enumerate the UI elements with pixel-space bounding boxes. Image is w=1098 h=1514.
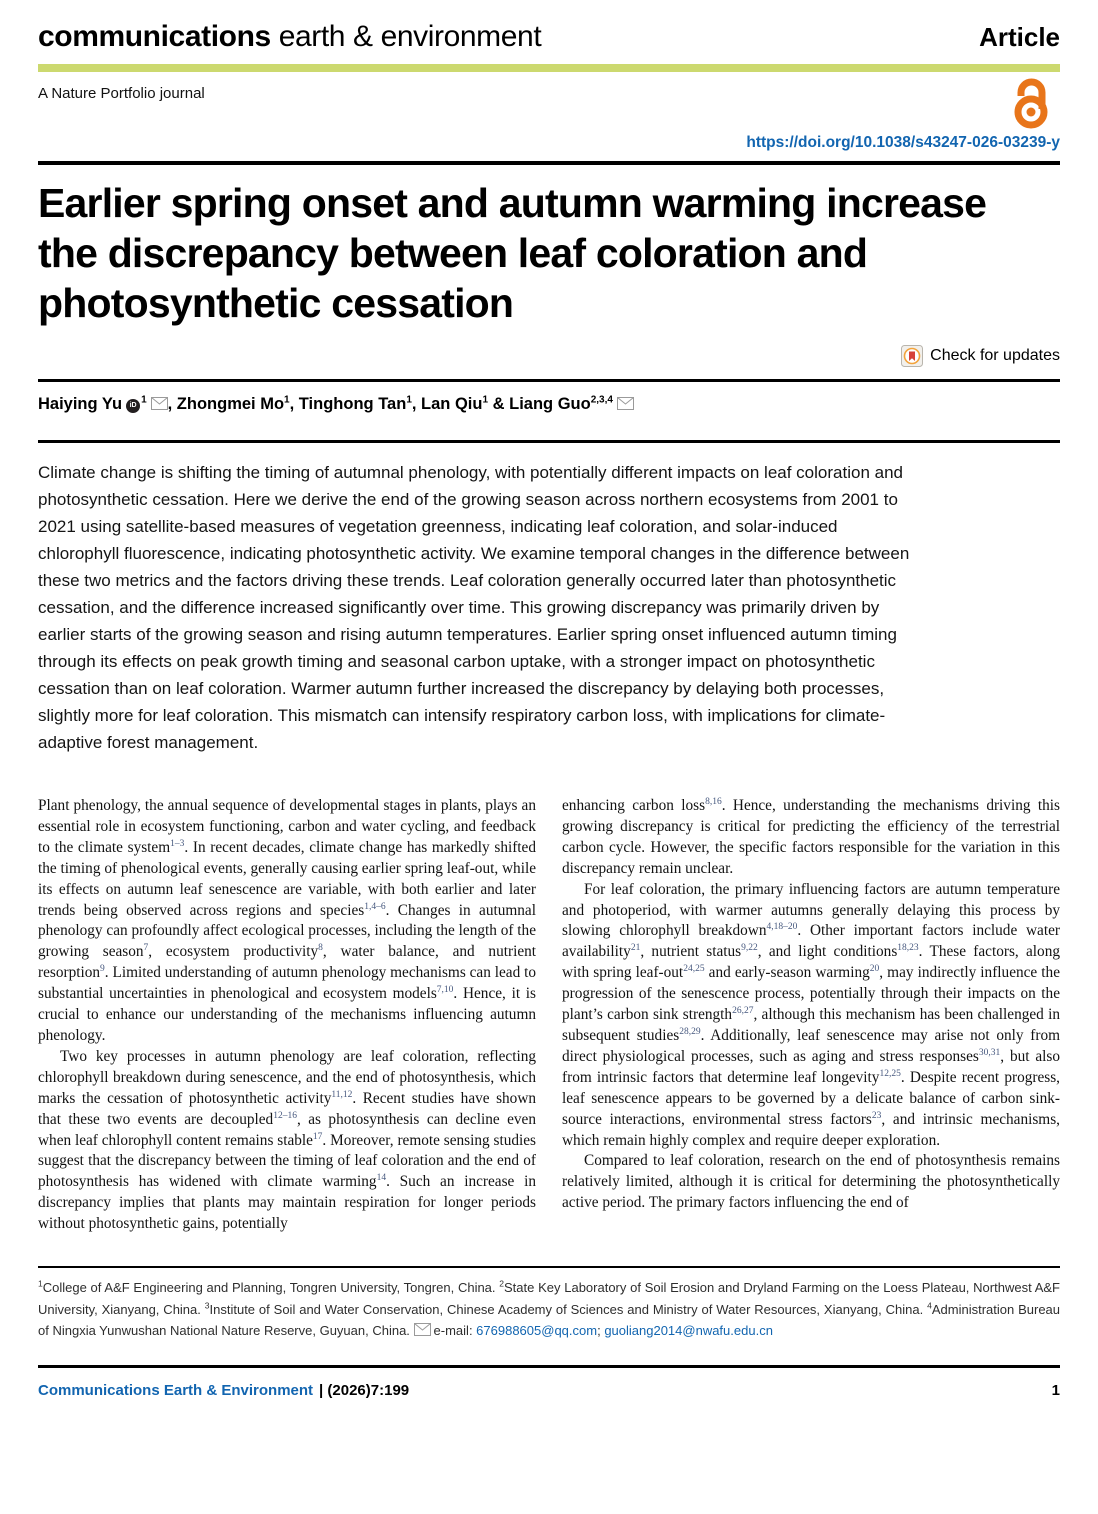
affiliation-number: 4 — [927, 1300, 932, 1311]
envelope-icon — [617, 397, 634, 410]
article-type-label: Article — [979, 22, 1060, 52]
body-column-right — [562, 796, 1060, 1234]
footer-citation — [38, 1382, 409, 1399]
header-rule — [38, 161, 1060, 165]
citation-ref: 20 — [869, 964, 880, 975]
article-title: Earlier spring onset and autumn warming increase the discrepancy between leaf coloration and photosynthetic cessation — [38, 180, 987, 326]
author: Haiying Yu iD $^1$ , — [38, 394, 177, 413]
body-paragraph: For leaf coloration, the primary influencing factors are autumn temperature and photoperiod, with warmer autumns generally delaying this process by slowing chlorophyll breakdown$^{4,18-20}$. Other important factors include water availability$^{21}$, nutrient status$^{9,22}$, and light conditions$^{18,23}$. These factors, along with spring leaf-out$^{24,25}$ and early-season warming$^{20}$, may indirectly influence the progression of the senescence process, potentially through their impacts on the plant’s carbon sink strength$^{26,27}$, although this mechanism has been challenged in subsequent studies$^{28,29}$. Additionally, leaf senescence may arise not only from direct physiological processes, such as aging and stress responses$^{30,31}$, but also from intrinsic factors that determine leaf longevity$^{12,25}$. Despite recent progress, leaf senescence appears to be governed by a delicate balance of carbon sink-source interactions, environmental stress factors$^{23}$, and intrinsic mechanisms, which remain highly complex and require deeper exploration. — [562, 880, 1060, 1149]
journal-tagline: A Nature Portfolio journal — [38, 85, 205, 102]
citation-ref: 23 — [871, 1110, 882, 1121]
author-list — [38, 382, 1060, 440]
citation-ref: 30,31 — [978, 1047, 1001, 1058]
author-name: Tinghong Tan — [298, 394, 407, 413]
affiliation-number: 1 — [38, 1278, 43, 1289]
citation-ref: 4,18–20 — [766, 922, 798, 933]
page-number: 1 — [1051, 1381, 1060, 1399]
author-affiliation-ref: 1 — [141, 394, 147, 405]
citation-ref: 9 — [100, 964, 105, 975]
citation-ref: 8,16 — [705, 796, 722, 807]
check-for-updates-label: Check for updates — [930, 347, 1060, 364]
author-name: Haiying Yu — [38, 394, 123, 413]
brand-bar — [38, 64, 1060, 72]
author-name: Liang Guo — [509, 394, 591, 413]
journal-name-rest: earth & environment — [270, 20, 542, 53]
citation-ref: 7 — [143, 943, 149, 954]
envelope-icon — [151, 397, 168, 410]
author-affiliation-ref: 1 — [406, 394, 412, 405]
author — [509, 395, 634, 413]
footer-volume-citation: | (2026)7:199 — [319, 1381, 410, 1399]
body-paragraph: Compared to leaf coloration, research on the end of photosynthesis remains relatively limited, although it is critical for determining the photosynthetically active period. The primary factors influencing the end of — [562, 1152, 1060, 1212]
body-columns — [38, 796, 1060, 1234]
citation-ref: 21 — [630, 943, 641, 954]
citation-ref: 1–3 — [170, 838, 185, 849]
citation-ref: 8 — [318, 943, 323, 954]
body-paragraph: enhancing carbon loss$^{8,16}$. Hence, understanding the mechanisms driving this growing discrepancy is critical for predicting the efficiency of the terrestrial carbon cycle. However, the specific factors responsible for the variation in this discrepancy remain unclear. — [562, 796, 1060, 877]
affiliation-number: 3 — [204, 1300, 210, 1311]
citation-ref: 7,10 — [436, 985, 454, 996]
body-column-left — [38, 796, 536, 1234]
doi-link[interactable]: https://doi.org/10.1038/s43247-026-03239-y — [746, 134, 1060, 151]
citation-ref: 17 — [312, 1131, 323, 1142]
citation-ref: 12–16 — [273, 1110, 297, 1121]
masthead — [38, 20, 1060, 54]
email-link[interactable]: 676988605@qq.com — [476, 1323, 598, 1338]
footer-journal-link[interactable]: Communications Earth & Environment — [38, 1381, 314, 1399]
citation-ref: 26,27 — [732, 1005, 754, 1016]
citation-ref: 11,12 — [331, 1089, 353, 1100]
crossmark-icon — [901, 345, 923, 367]
email-link[interactable]: guoliang2014@nwafu.edu.cn — [604, 1323, 773, 1338]
citation-ref: 24,25 — [683, 964, 705, 975]
citation-ref: 14 — [376, 1173, 387, 1184]
citation-ref: 9,22 — [741, 943, 758, 954]
author: Lan Qiu$^1$ & — [421, 394, 510, 413]
body-paragraph: Two key processes in autumn phenology are leaf coloration, reflecting chlorophyll breakdown during senescence, and the end of photosynthesis, which marks the cessation of photosynthetic activity$^{11,12}$. Recent studies have shown that these two events are decoupled$^{12-16}$, as photosynthesis can decline even when leaf chlorophyll content remains stable$^{17}$. Moreover, remote sensing studies suggest that the discrepancy between the timing of leaf coloration and the end of photosynthesis has widened with climate warming$^{14}$. Such an increase in discrepancy implies that plants may maintain respiration for longer periods without photosynthetic gains, potentially — [38, 1047, 537, 1233]
orcid-icon[interactable]: iD — [126, 399, 140, 413]
citation-ref: 1,4–6 — [364, 901, 386, 912]
affiliation-number: 2 — [499, 1278, 504, 1289]
authors-bottom-rule — [38, 440, 1060, 444]
author-affiliation-ref: 1 — [482, 394, 489, 405]
page-footer — [38, 1368, 1060, 1399]
doi-row — [38, 134, 1060, 152]
author-name: Lan Qiu — [421, 394, 483, 413]
affiliations-footnote: $^1$College of A&F Engineering and Planning, Tongren University, Tongren, China. $^2$State Key Laboratory of Soil Erosion and Dryland Farming on the Loess Plateau, Northwest A&F University, Xianyang, China. $^3$Institute of Soil and Water Conservation, Chinese Academy of Sciences and Ministry of Water Resources, Xianyang, China. $^4$Administration Bureau of Ningxia Yunwushan National Nature Reserve, Guyuan, China. e-mail: 676988605@qq.com; guoliang2014@nwafu.edu.cn — [38, 1266, 1060, 1342]
author: Zhongmei Mo$^1$, — [176, 394, 299, 413]
author-affiliation-ref: 1 — [284, 394, 290, 405]
author: Tinghong Tan$^1$, — [298, 394, 422, 413]
citation-ref: 28,29 — [679, 1026, 701, 1037]
envelope-icon — [414, 1323, 431, 1336]
body-paragraph: Plant phenology, the annual sequence of developmental stages in plants, plays an essential role in ecosystem functioning, carbon and water cycling, and feedback to the climate system$^{1-3}$. In recent decades, climate change has markedly shifted the timing of phenological events, generally causing earlier spring leaf-out, while its effects on autumn leaf senescence are variable, with both earlier and later trends being observed across regions and species$^{1,4-6}$. Changes in autumnal phenology can profoundly affect ecological processes, including the length of the growing season$^7$, ecosystem productivity$^8$, water balance, and nutrient resorption$^9$. Limited understanding of autumn phenology mechanisms can lead to substantial uncertainties in phenological and ecosystem models$^{7,10}$. Hence, it is crucial to enhance our understanding of the mechanisms influencing autumn phenology. — [38, 797, 537, 1044]
check-for-updates-button[interactable] — [38, 345, 1060, 367]
citation-ref: 12,25 — [879, 1068, 901, 1079]
abstract-text: Climate change is shifting the timing of autumnal phenology, with potentially different impacts on leaf coloration and photosynthetic cessation. Here we derive the end of the growing season across northern ecosystems from 2001 to 2021 using satellite-based measures of vegetation greenness, indicating leaf coloration, and solar-induced chlorophyll fluorescence, indicating photosynthetic activity. We examine temporal changes in the difference between these two metrics and the factors driving these trends. Leaf coloration generally occurred later than photosynthetic cessation, and the difference increased significantly over time. This growing discrepancy was primarily driven by earlier starts of the growing season and rising autumn temperatures. Earlier spring onset influenced autumn timing through its effects on peak growth timing and seasonal carbon uptake, with a stronger impact on photosynthetic cessation than on leaf coloration. Warmer autumn further increased the discrepancy by delaying both processes, slightly more for leaf coloration. This mismatch can intensify respiratory carbon loss, with implications for climate-adaptive forest management. — [38, 463, 910, 752]
author-name: Zhongmei Mo — [176, 394, 285, 413]
journal-name — [38, 20, 541, 54]
author-affiliation-ref: 2,3,4 — [590, 394, 613, 405]
citation-ref: 18,23 — [897, 943, 919, 954]
open-access-icon — [1006, 78, 1056, 130]
journal-name-bold: communications — [38, 20, 271, 53]
